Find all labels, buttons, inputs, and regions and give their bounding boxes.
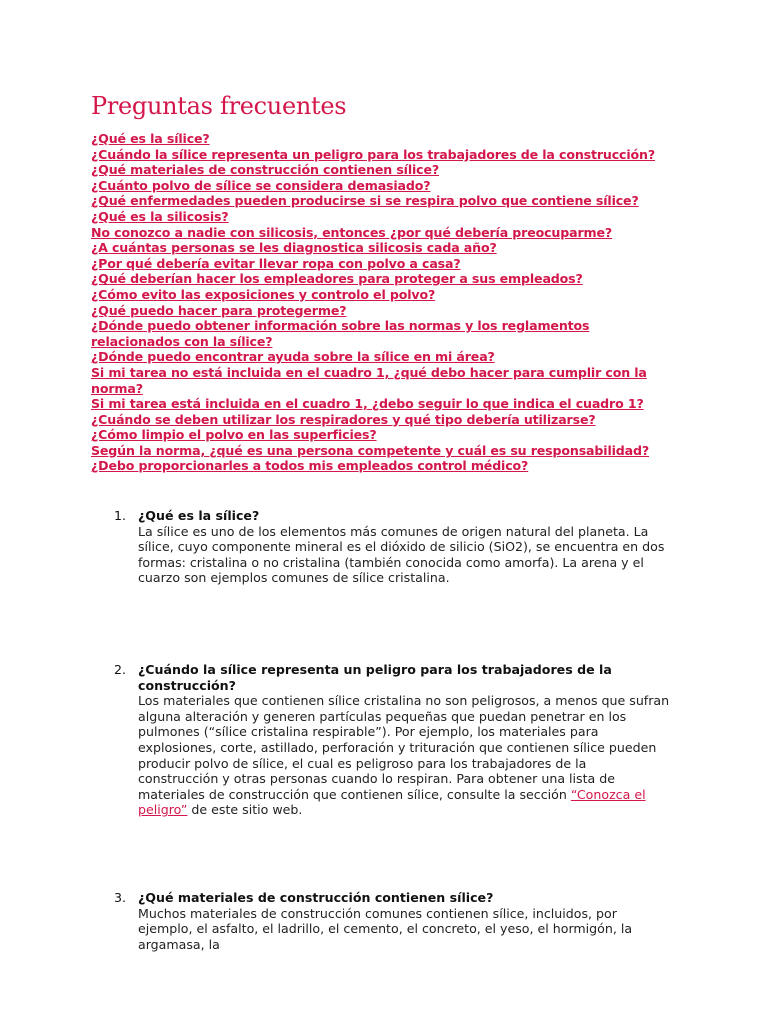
faq-answers-list — [110, 508, 670, 952]
faq-answer: Muchos materiales de construcción comunes contienen sílice, incluidos, por ejemplo, el asfalto, el ladrillo, el cemento, el concreto, el yeso, el hormigón, la argamasa, la — [138, 905, 633, 952]
toc-link[interactable]: ¿Cuándo la sílice representa un peligro para los trabajadores de la construcción? — [91, 146, 656, 162]
toc-link[interactable]: ¿A cuántas personas se les diagnostica silicosis cada año? — [91, 240, 497, 256]
toc-link[interactable]: Según la norma, ¿qué es una persona competente y cuál es su responsabilidad? — [91, 442, 650, 458]
toc-link[interactable]: ¿Por qué debería evitar llevar ropa con polvo a casa? — [91, 255, 461, 271]
faq-answer-text: Los materiales que contienen sílice cristalina no son peligrosos, a menos que sufran alguna alteración y generen partículas pequeñas que puedan penetrar en los pulmones (“sílice cristalina respirable”). Por ejemplo, los materiales para explosiones, corte, astillado, perforación y trituración que contienen sílice pueden producir polvo de sílice, el cual es peligroso para los trabajadores de la construcción y otras personas cuando lo respiran. Para obtener una lista de materiales de construcción que contienen sílice, consulte la sección — [138, 693, 670, 802]
toc-link[interactable]: ¿Debo proporcionarles a todos mis empleados control médico? — [91, 458, 529, 474]
faq-question: ¿Cuándo la sílice representa un peligro para los trabajadores de la construcción? — [138, 661, 612, 693]
spacer — [110, 586, 670, 662]
faq-item-number: 3. — [114, 889, 127, 905]
toc-link[interactable]: ¿Qué es la sílice? — [91, 131, 210, 146]
page-title: Preguntas frecuentes — [91, 92, 347, 120]
faq-item — [110, 890, 670, 952]
faq-item — [110, 508, 670, 586]
toc-link[interactable]: ¿Qué deberían hacer los empleadores para proteger a sus empleados? — [91, 271, 583, 287]
toc-link[interactable]: ¿Qué puedo hacer para protegerme? — [91, 302, 347, 318]
faq-table-of-contents — [91, 131, 681, 474]
toc-link[interactable]: ¿Dónde puedo encontrar ayuda sobre la sílice en mi área? — [91, 349, 495, 365]
faq-answer-text: de este sitio web. — [187, 802, 303, 818]
toc-link[interactable]: ¿Dónde puedo obtener información sobre las normas y los reglamentos relacionados con la sílice? — [91, 318, 590, 349]
faq-answer: La sílice es uno de los elementos más comunes de origen natural del planeta. La sílice, cuyo componente mineral es el dióxido de silicio (SiO2), se encuentra en dos formas: cristalina o no cristalina (también conocida como amorfa). La arena y el cuarzo son ejemplos comunes de sílice cristalina. — [138, 523, 665, 586]
toc-link[interactable]: ¿Cómo limpio el polvo en las superficies? — [91, 427, 377, 443]
faq-answer — [138, 693, 670, 818]
toc-link[interactable]: ¿Cuándo se deben utilizar los respiradores y qué tipo debería utilizarse? — [91, 411, 596, 427]
toc-link[interactable]: ¿Qué enfermedades pueden producirse si se respira polvo que contiene sílice? — [91, 193, 639, 209]
toc-link[interactable]: ¿Qué materiales de construcción contienen sílice? — [91, 162, 440, 178]
toc-link[interactable]: Si mi tarea no está incluida en el cuadro 1, ¿qué debo hacer para cumplir con la norma? — [91, 364, 647, 396]
toc-link[interactable]: ¿Cómo evito las exposiciones y controlo el polvo? — [91, 286, 436, 302]
faq-item-number: 2. — [114, 661, 127, 677]
faq-question: ¿Qué materiales de construcción contienen sílice? — [138, 889, 494, 905]
toc-link[interactable]: ¿Qué es la silicosis? — [91, 208, 229, 224]
toc-link[interactable]: Si mi tarea está incluida en el cuadro 1, ¿debo seguir lo que indica el cuadro 1? — [91, 396, 644, 412]
conozca-el-peligro-link[interactable]: “Conozca el peligro” — [138, 786, 646, 818]
faq-question: ¿Qué es la sílice? — [138, 508, 260, 523]
toc-link[interactable]: No conozco a nadie con silicosis, entonces ¿por qué debería preocuparme? — [91, 224, 613, 240]
toc-link[interactable]: ¿Cuánto polvo de sílice se considera demasiado? — [91, 177, 431, 193]
faq-item-number: 1. — [114, 508, 127, 523]
spacer — [110, 818, 670, 890]
faq-item — [110, 662, 670, 818]
